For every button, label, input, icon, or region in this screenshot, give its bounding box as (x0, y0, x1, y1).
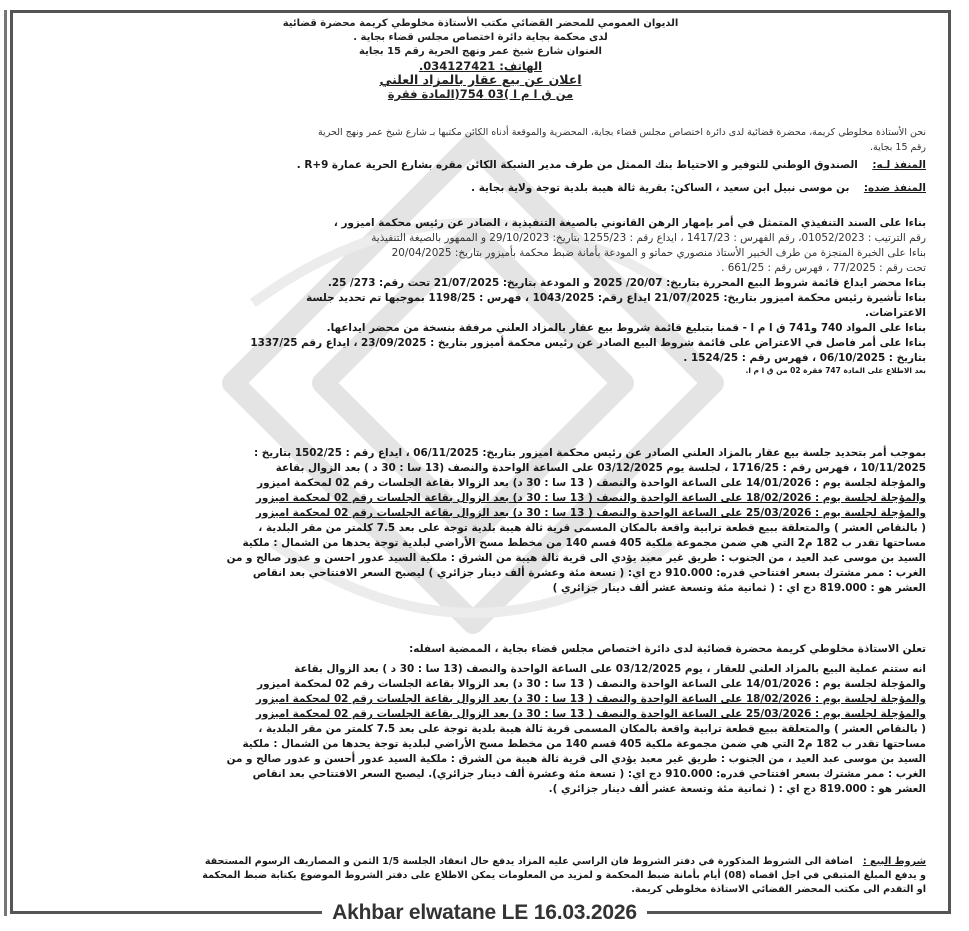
order-line: مساحتها تقدر ب 182 م2 التي هي ضمن مجموعة ملكية 405 قسم 140 من مخطط مسح الأراضي لبلدية توجة يحدها من الشمال : ملكية (242, 537, 926, 549)
debtor-value: بن موسى نبيل ابن سعيد ، الساكن: بقرية ثالة هيبة بلدية توجة ولاية بجاية . (471, 182, 850, 194)
announce-line: ( بالنقاص العشر ) والمتعلقة ببيع قطعة ترابية واقعة بالمكان المسمى قرية ثالة هيبة بلدية توجة على بعد 7.5 كلمتر من مقر البلدية ، (258, 723, 926, 735)
basis-line: بناءا على الخبرة المنجزة من طرف الخبير الأستاذ منصوري حماتو و المودعة بأمانة ضبط محكمة بأميزور بتاريخ: 20/04/2025 (391, 247, 926, 259)
order-line: الغرب : ممر مشترك بسعر افتتاحي قدره: 910.000 دج اي: ( تسعة مئة وعشرة ألف دينار جزائري ) ليصبح السعر الافتتاحي بعد انقاص (252, 567, 926, 579)
intro-line: رقم 15 بجاية. (869, 142, 926, 153)
legal-article-reference: من ق ا م ا )03 754(المادة فقرة (387, 87, 574, 101)
announcement-section (35, 642, 926, 797)
basis-line: رقم الترتيب : 01052/2023، رقم الفهرس : 1417/23 ، ايداع رقم : 1255/23 بتاريخ: 29/10/2023 و الممهور بالصيغة التنفيذية (371, 232, 926, 244)
publication-name-date: Akhbar elwatane LE 16.03.2026 (322, 898, 647, 928)
intro-line: نحن الأستاذة مخلوطي كريمة، محضرة قضائية لدى دائرة اختصاص مجلس قضاء بجاية، المحضرية والموقعة أدناه الكائن مكتبها بـ شارع شيخ عمر ونهج الحرية (317, 127, 926, 138)
announce-line: والمؤجلة لجلسة يوم : 25/03/2026 على الساعة الواحدة والنصف ( 13 سا : 30 د) بعد الزوال بقاعة الجلسات رقم 02 لمحكمة اميزور (255, 708, 926, 720)
office-header (35, 17, 926, 101)
watermark-logo-icon (213, 123, 733, 683)
basis-line: بناءا على أمر فاصل في الاعتراض على قائمة شروط البيع الصادر عن رئيس محكمة أميزور بتاريخ : 23/09/2025 ، ايداع رقم 1337/25 (250, 337, 926, 349)
creditor-value: الصندوق الوطني للتوفير و الاحتياط بنك الممثل من طرف مدير الشبكة الكائن مقره بشارع الحرية عمارة R+9 . (296, 159, 858, 171)
announce-line: مساحتها تقدر ب 182 م2 التي هي ضمن مجموعة ملكية 405 قسم 140 من مخطط مسح الأراضي لبلدية توجة يحدها من الشمال : ملكية (242, 738, 926, 750)
basis-note: بعد الاطلاع على المادة 747 فقرة 02 من ق ا م ا. (745, 366, 926, 375)
conditions-line: و يدفع المبلغ المتبقي في اجل اقصاه (08) أيام بأمانة ضبط المحكمة و لمزيد من المعلومات يمكن الاطلاع على دفتر الشروط الموضوع بكتابة ضبط المحكمة (202, 870, 926, 881)
conditions-line: او التقدم الى مكتب المحضر القضائي الاستاذة مخلوطي كريمة. (631, 884, 926, 895)
order-line: العشر هو : 819.000 دج اي : ( ثمانية مئة وتسعة عشر ألف دينار جزائري ) (552, 582, 926, 594)
basis-line: بناءا محضر ايداع قائمة شروط البيع المحررة بتاريخ: 20/07/ 2025 و المودعة بتاريخ: 21/07/2025 تحت رقم: 273/ 25. (327, 277, 926, 289)
announcement-lead: تعلن الاستاذة مخلوطي كريمة محضرة قضائية لدى دائرة اختصاص مجلس قضاء بجاية ، الممضية اسفله: (409, 643, 926, 655)
order-line: والمؤجلة لجلسة يوم : 14/01/2026 على الساعة الواحدة والنصف ( 13 سا : 30 د) بعد الزوالا بقاعة الجلسات رقم 02 لمحكمة اميزور (257, 477, 926, 489)
order-line: والمؤجلة لجلسة يوم : 25/03/2026 على الساعة الواحدة والنصف ( 13 سا : 30 د) بعد الزوال بقاعة الجلسات رقم 02 لمحكمة اميزور (255, 507, 926, 519)
intro-section (35, 125, 926, 196)
sale-order-section (35, 446, 926, 596)
basis-line: تحت رقم : 77/2025 ، فهرس رقم : 661/25 . (721, 262, 926, 274)
legal-basis-section (35, 216, 926, 376)
order-line: 10/11/2025 ، فهرس رقم : 1716/25 ، لجلسة يوم 03/12/2025 على الساعة الواحدة والنصف (13 سا : 30 د ) بعد الزوال بقاعة (275, 462, 926, 474)
header-line-office: الديوان العمومي للمحضر القضائي مكتب الأستاذة مخلوطي كريمة محضرة قضائية (282, 18, 679, 29)
publication-footer (0, 898, 969, 928)
header-line-address: العنوان شارع شيخ عمر ونهج الحرية رقم 15 بجاية (359, 46, 602, 57)
sale-conditions-section (35, 855, 926, 897)
conditions-label: شروط البيع : (862, 856, 926, 867)
creditor-label: المنفذ لـه: (872, 159, 926, 171)
announce-line: العشر هو : 819.000 دج اي : ( ثمانية مئة وتسعة عشر ألف دينار جزائري ). (548, 783, 926, 795)
debtor-label: المنفذ ضده: (863, 182, 926, 194)
header-line-court: لدى محكمة بجاية دائرة اختصاص مجلس قضاء بجاية . (353, 32, 608, 43)
announce-line: والمؤجلة لجلسة يوم : 14/01/2026 على الساعة الواحدة والنصف ( 13 سا : 30 د) بعد الزوالا بقاعة الجلسات رقم 02 لمحكمة اميزور (257, 678, 926, 690)
order-line: ( بالنقاص العشر ) والمتعلقة ببيع قطعة ترابية واقعة بالمكان المسمى قرية ثالة هيبة بلدية توجة على بعد 7.5 كلمتر من مقر البلدية ، (258, 522, 926, 534)
conditions-text: اضافة الى الشروط المذكورة في دفتر الشروط فان الراسي عليه المزاد يدفع حال انعقاد الجلسة 1/5 الثمن و المصاريف الرسوم المستحقة (204, 856, 853, 867)
order-line: بموجب أمر بتحديد جلسة بيع عقار بالمزاد العلني الصادر عن رئيس محكمة اميزور بتاريخ: 06/11/2025 ، ايداع رقم : 1502/25 بتاريخ : (254, 447, 926, 459)
debtor-line (35, 181, 926, 196)
creditor-line (35, 158, 926, 173)
basis-line: بناءا على السند التنفيذي المتمثل في أمر بإمهار الرهن القانوني بالصيغة التنفيذية ، الصادر عن رئيس محكمة اميزور ، (333, 217, 926, 229)
basis-line: الاعتراضات. (865, 307, 926, 319)
order-line: والمؤجلة لجلسة يوم : 18/02/2026 على الساعة الواحدة والنصف ( 13 سا : 30 د) بعد الزوال بقاعة الجلسات رقم 02 لمحكمة اميزور (255, 492, 926, 504)
conditions-line (35, 855, 926, 869)
announce-line: السيد بن موسى عبد العيد ، من الجنوب : طريق غير معبد يؤدي الى قرية ثالة هيبة من الشرق : ملكية السيد عدور أحسن و عدور صالح و من (226, 753, 926, 765)
announcement-title: اعلان عن بيع عقار بالمزاد العلني (379, 72, 582, 87)
order-line: السيد بن موسى عبد العيد ، من الجنوب : طريق غير معبد يؤدي الى قرية ثالة هيبة من الشرق : ملكية السيد عدور احسن و عدور صالح و من (226, 552, 926, 564)
announcement-frame (10, 10, 951, 914)
left-margin-rule (4, 10, 7, 916)
announce-line: والمؤجلة لجلسة يوم : 18/02/2026 على الساعة الواحدة والنصف ( 13 سا : 30 د) بعد الزوال بقاعة الجلسات رقم 02 لمحكمة اميزور (255, 693, 926, 705)
basis-line: بناءا تأشيرة رئيس محكمة اميزور بتاريخ: 21/07/2025 ايداع رقم: 1043/2025 ، فهرس : 1198/25 بموجبها تم تحديد جلسة (306, 292, 926, 304)
basis-line: بناءا على المواد 740 و741 ق ا م ا - قمنا بتبليغ قائمة شروط بيع عقار بالمزاد العلني مرفقة بنسخة من محضر ايداعها. (326, 322, 926, 334)
basis-line: بتاريخ : 06/10/2025 ، فهرس رقم : 1524/25 . (683, 352, 926, 364)
announce-line: الغرب : ممر مشترك بسعر افتتاحي قدره: 910.000 دج اي: ( تسعة مئة وعشرة ألف دينار جزائري). ليصبح السعر الافتتاحي بعد انقاص (252, 768, 926, 780)
header-line-phone: الهاتف: 034127421. (418, 59, 543, 73)
announce-line: انه ستتم عملية البيع بالمزاد العلني للعقار ، يوم 03/12/2025 على الساعة الواحدة والنصف (13 سا : 30 د ) بعد الزوال بقاعة (294, 663, 926, 675)
